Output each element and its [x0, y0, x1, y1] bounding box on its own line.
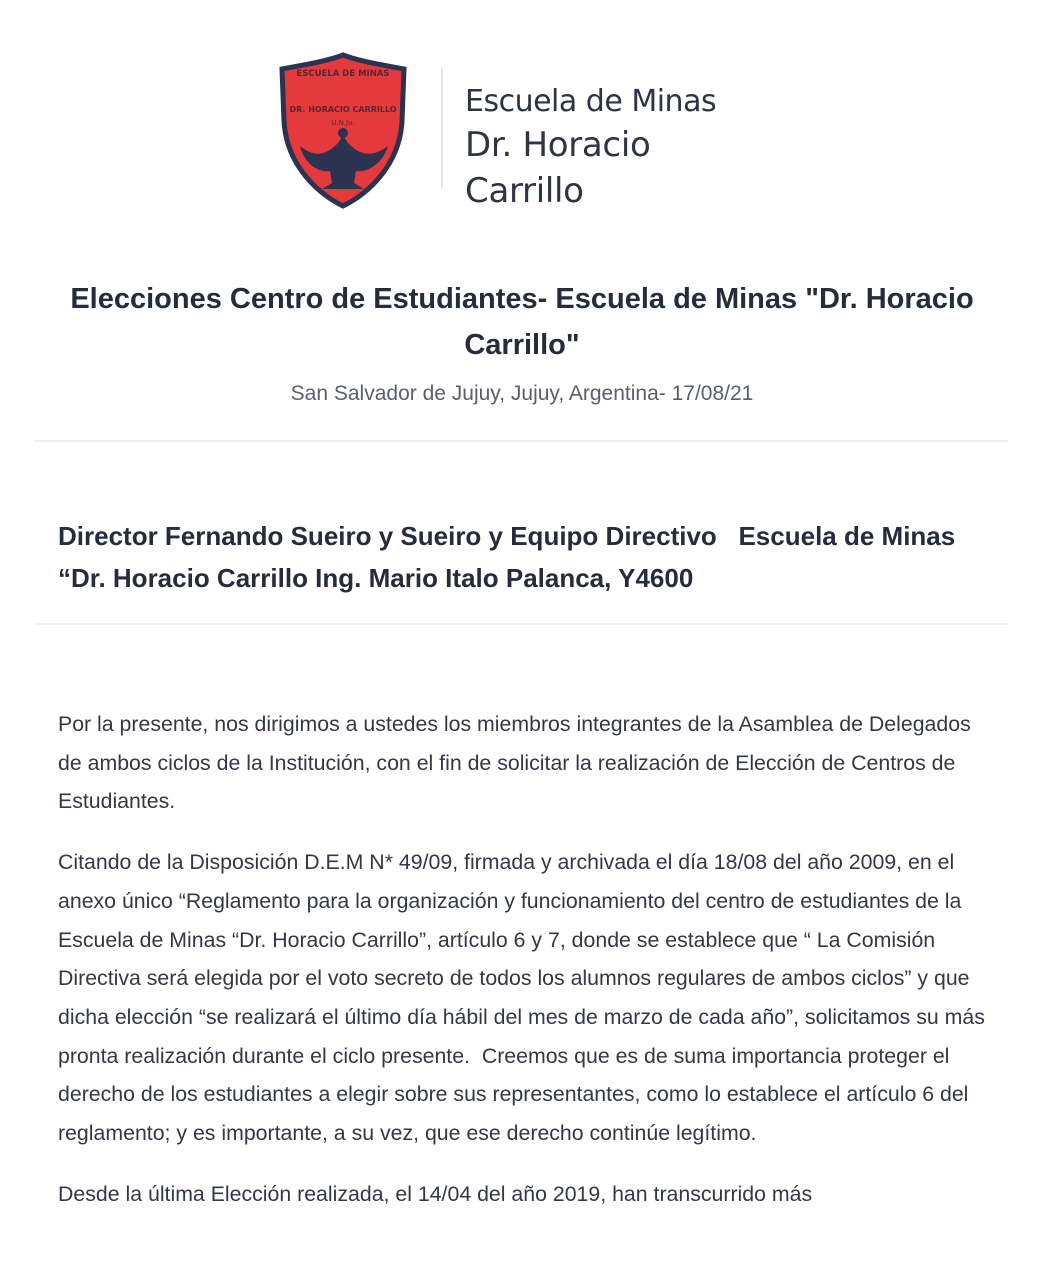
document-subtitle: San Salvador de Jujuy, Jujuy, Argentina- 17/08/21 [290, 382, 754, 405]
divider [35, 623, 1008, 625]
paragraph: Citando de la Disposición D.E.M N* 49/09, firmada y archivada el día 18/08 del año 2009, en el anexo único “Reglamento para la organización y funcionamiento del centro de estudiantes de la Escuela de Minas “Dr. Horacio Carrillo”, artículo 6 y 7, donde se establece que “ La Comisión Directiva será elegida por el voto secreto de todos los alumnos regulares de ambos ciclos” y que dicha elección “se realizará el último día hábil del mes de marzo de cada año”, solicitamos su más pronta realización durante el ciclo presente. Creemos que es de suma importancia proteger el derecho de los estudiantes a elegir sobre sus representantes, como lo establece el artículo 6 del reglamento; y es importante, a su vez, que ese derecho continúe legítimo. [58, 850, 991, 1146]
letter-body [58, 705, 990, 1235]
school-logo [278, 50, 778, 210]
crest-bottom-text: U.N.Ju. [331, 119, 355, 127]
document-title: Elecciones Centro de Estudiantes- Escuela de Minas "Dr. Horacio Carrillo" [70, 283, 974, 361]
crest-top-text: ESCUELA DE MINAS [296, 69, 390, 79]
school-crest-icon [278, 51, 408, 209]
logo-wordmark [465, 82, 778, 214]
crest-mid-text: DR. HORACIO CARRILLO [289, 105, 397, 114]
logo-divider [441, 68, 443, 188]
logo-line-1: Escuela de Minas [465, 84, 717, 119]
divider [35, 440, 1008, 442]
paragraph: Desde la última Elección realizada, el 14/04 del año 2019, han transcurrido más [58, 1181, 813, 1206]
logo-line-2: Dr. Horacio Carrillo [465, 125, 651, 211]
paragraph: Por la presente, nos dirigimos a ustedes los miembros integrantes de la Asamblea de Delegados de ambos ciclos de la Institución, con el fin de solicitar la realización de Elección de Centros de Estudiantes. [58, 712, 977, 814]
recipient-heading: Director Fernando Sueiro y Sueiro y Equipo Directivo Escuela de Minas “Dr. Horacio Carrillo Ing. Mario Italo Palanca, Y4600 [58, 521, 963, 593]
